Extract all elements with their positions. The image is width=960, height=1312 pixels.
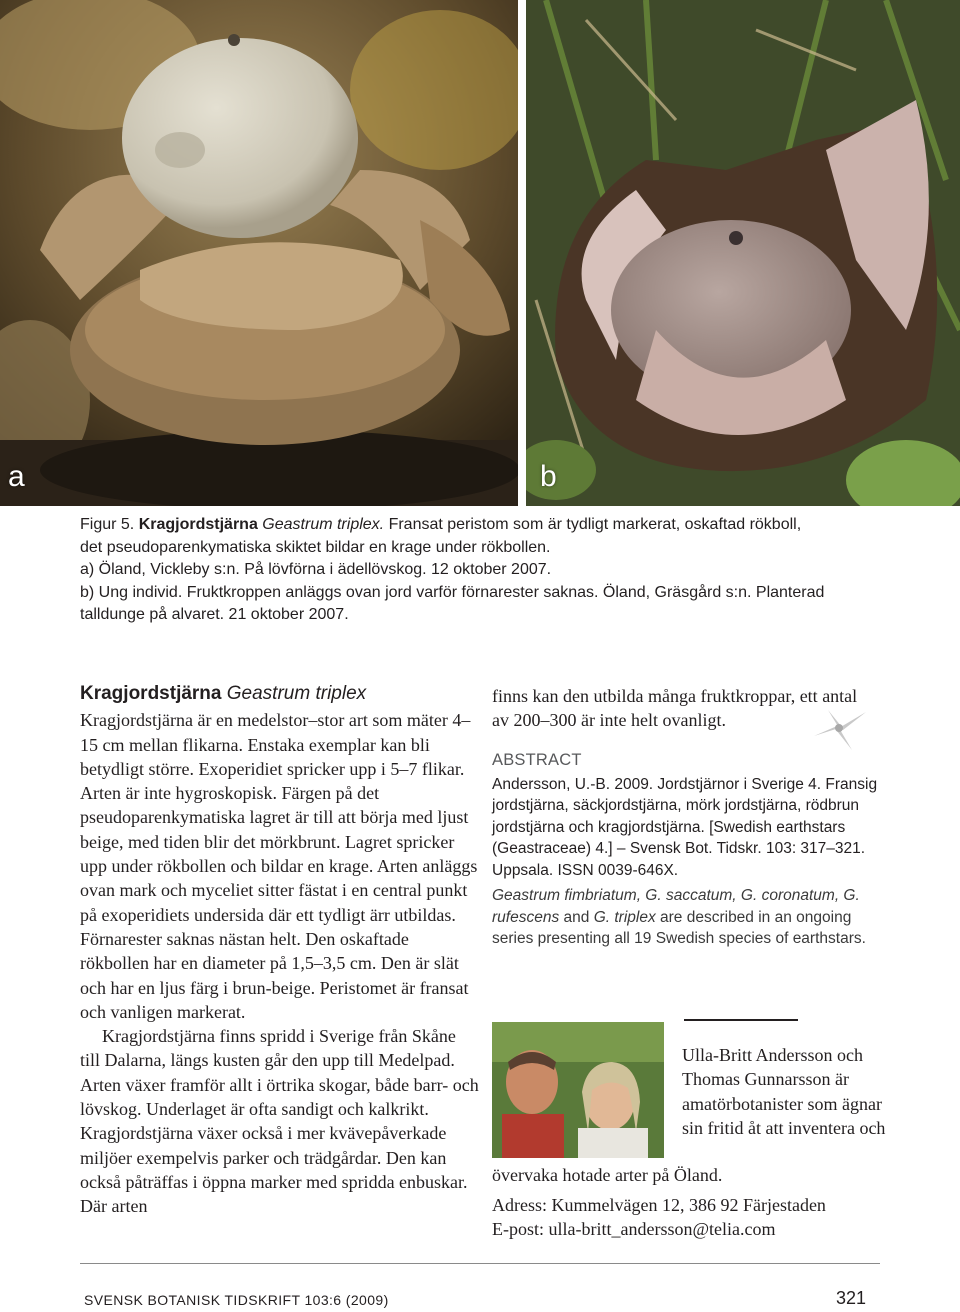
footer-journal: SVENSK BOTANISK TIDSKRIFT 103:6 (2009) [84, 1292, 389, 1308]
abstract-citation: Andersson, U.-B. 2009. Jordstjärnor i Sverige 4. Fransig jordstjärna, säckjordstjärna, mörk jordstjärna, rödbrun jordstjärna och kragjordstjärna. [Swedish earthstars (Geastraceae) 4.] – Svensk Bot. Tidskr. 103: 317–321. Uppsala. ISSN 0039-646X. [492, 775, 878, 879]
figure-caption [80, 514, 900, 627]
article-paragraph-3: finns kan den utbilda många fruktkroppar, ett antal av 200–300 är inte helt ovanligt. [492, 686, 858, 731]
earthstar-sketch-icon [810, 706, 868, 752]
abstract-species-2: G. triplex [593, 908, 656, 926]
author-address: Adress: Kummelvägen 12, 386 92 Färjestaden [492, 1195, 826, 1215]
page-number: 321 [835, 1288, 866, 1308]
author-photo [492, 1022, 664, 1158]
caption-line-3: a) Öland, Vickleby s:n. På lövförna i ädellövskog. 12 oktober 2007. [80, 561, 552, 579]
caption-line-2: det pseudoparenkymatiska skiktet bildar en krage under rökbollen. [80, 538, 551, 556]
caption-common-name: Kragjordstjärna [138, 516, 258, 533]
article-heading [80, 682, 480, 706]
abstract-and: and [559, 908, 594, 926]
caption-line-4: b) Ung individ. Fruktkroppen anläggs ovan jord varför förnarester saknas. Öland, Gräsgård s:n. Planterad [80, 583, 825, 601]
photo-a-earthstar [0, 0, 518, 506]
article-paragraph-1: Kragjordstjärna är en medelstor–stor art som mäter 4–15 cm mellan flikarna. Enstaka exemplar kan bli betydligt större. Exoperidiet spricker upp i 5–7 flikar. Arten är inte hygroskopisk. Färgen på det pseudoparenkymatiska lagret är till att börja med ljust beige, med tiden blir det mörkbrunt. Lagret spricker upp under rökbollen och bildar en krage. Arten anläggs ovan mark och myceliet sitter fästat i en central punkt på exoperidiets undersida där ett tydligt ärr utbildas. Förnarester saknas nästan helt. Den oskaftade rökbollen har en diameter på 1,5–3,5 cm. Den är slät och har en ljus färg i brun-beige. Peristomet är fransat och vanligen markerat. [80, 710, 478, 1022]
photo-b-label: b [540, 460, 557, 493]
abstract-label: ABSTRACT [492, 750, 582, 769]
heading-latin-name: Geastrum triplex [226, 683, 367, 704]
photo-a-image [0, 0, 518, 506]
article-left-column [80, 682, 480, 1219]
photo-a-label: a [8, 460, 25, 493]
caption-line-1 [80, 514, 900, 537]
heading-common-name: Kragjordstjärna [80, 683, 222, 704]
abstract-body-rest: are described in an ongoing series presenting all 19 Swedish species of earthstars. [492, 908, 866, 948]
article-paragraph-2: Kragjordstjärna finns spridd i Sverige från Skåne till Dalarna, längs kusten går den upp till Medelpad. Arten växer framför allt i örtrika skogar, både barr- och lövskog. Underlaget är ofta sandigt och kalkrikt. Kragjordstjärna växer också i mer kvävepåverkade miljöer exempelvis parker och trädgårdar. Den kan också påträffas i öppna marker med spridda enbuskar. Där arten [80, 1026, 479, 1217]
caption-fig-label: Figur 5. [80, 516, 135, 533]
author-contact [492, 1193, 892, 1242]
author-portraits [492, 1022, 664, 1158]
caption-latin-name: Geastrum triplex. [262, 516, 385, 533]
photo-b-image [526, 0, 960, 506]
footer-rule [80, 1263, 880, 1264]
author-bio-tail: övervaka hotade arter på Öland. [492, 1165, 723, 1185]
author-bio-top: Ulla-Britt Andersson och Thomas Gunnarsson är amatörbotanister som ägnar sin fritid åt att inventera och [682, 1045, 886, 1138]
author-email[interactable]: E-post: ulla-britt_andersson@telia.com [492, 1219, 776, 1240]
photo-b-earthstar [526, 0, 960, 506]
caption-line1-rest: Fransat peristom som är tydligt markerat, oskaftad rökboll, [388, 516, 802, 533]
author-rule [684, 1019, 798, 1021]
abstract-body [492, 885, 882, 950]
abstract-species-1: Geastrum fimbriatum, G. saccatum, G. coronatum, G. rufescens [492, 887, 860, 926]
caption-line-5: talldunge på alvaret. 21 oktober 2007. [80, 606, 349, 624]
